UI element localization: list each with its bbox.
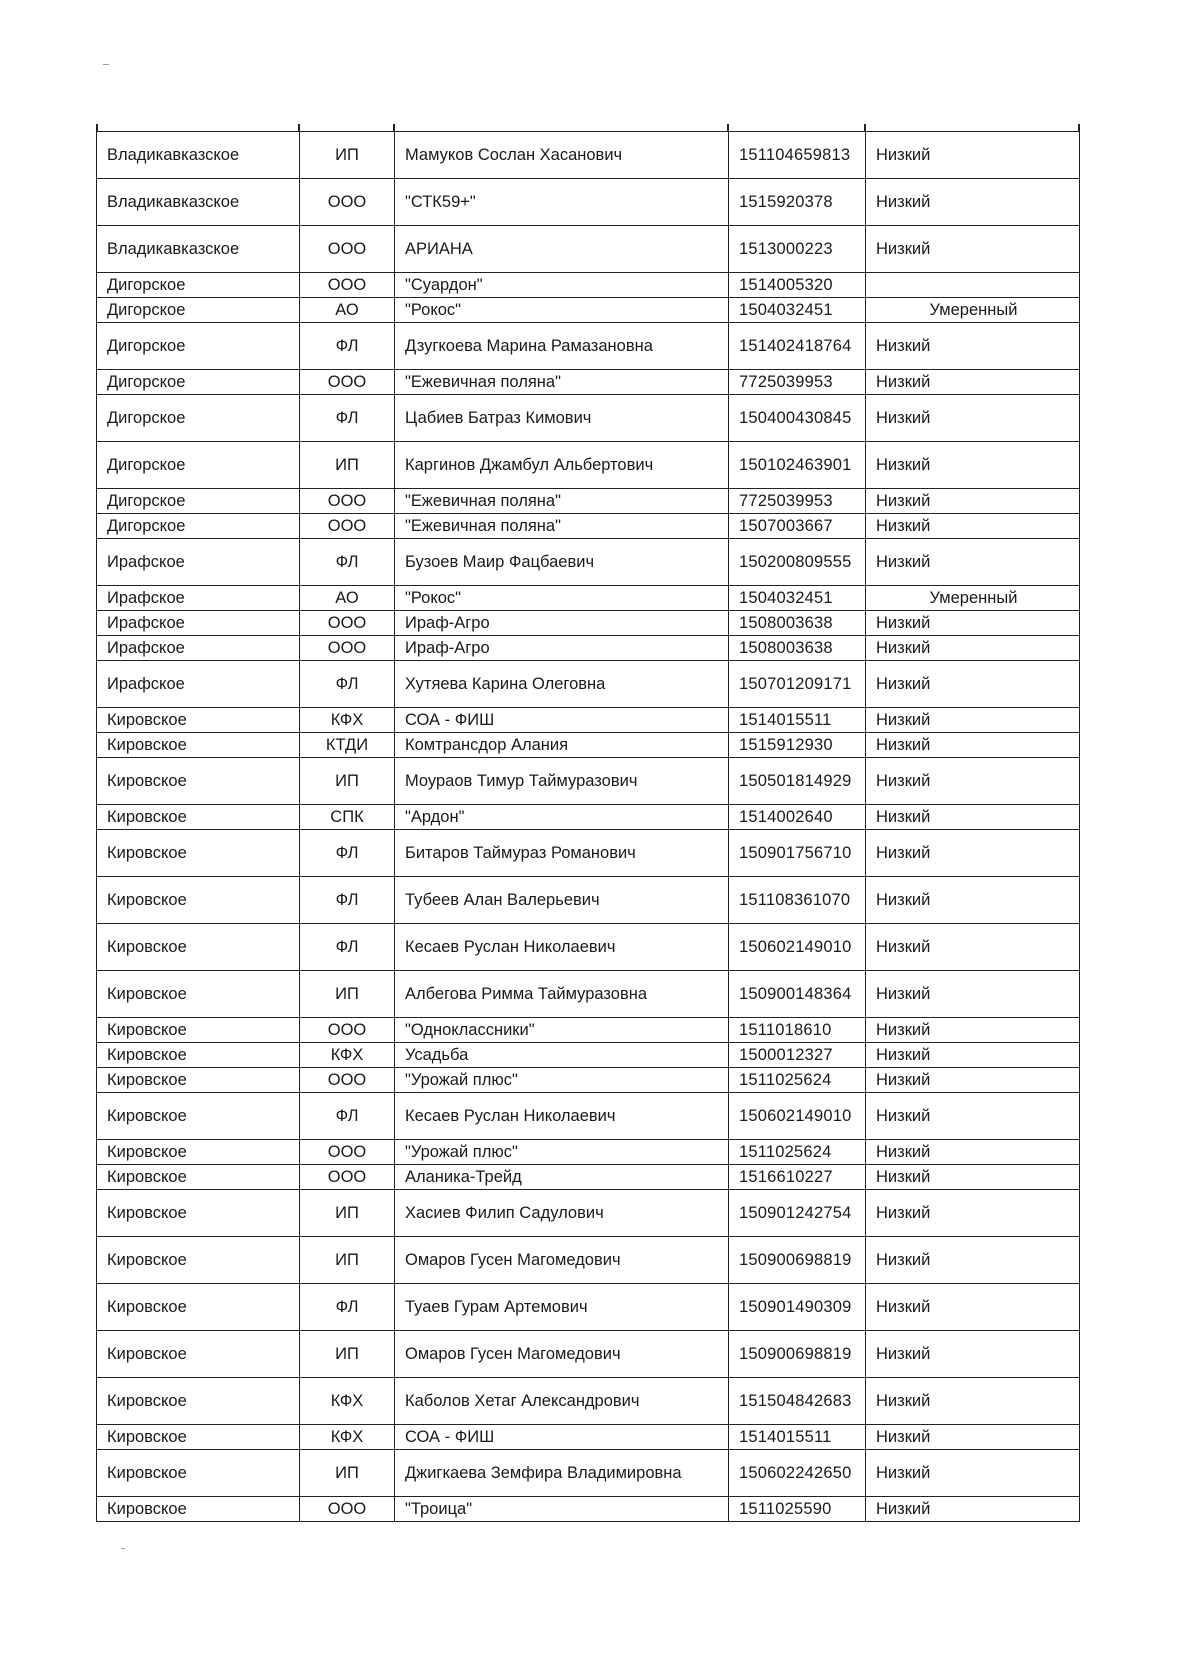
table-row — [97, 1093, 1080, 1140]
entity-type-cell: ООО — [300, 226, 395, 273]
inn-cell: 150400430845 — [729, 395, 866, 442]
organization-name-cell: "Ежевичная поляна" — [395, 370, 729, 395]
table-row — [97, 1018, 1080, 1043]
risk-level-cell: Низкий — [866, 1284, 1080, 1331]
table-row — [97, 298, 1080, 323]
settlement-cell: Кировское — [97, 1331, 300, 1378]
inn-cell: 151402418764 — [729, 323, 866, 370]
inn-cell: 151108361070 — [729, 877, 866, 924]
settlement-cell: Кировское — [97, 1284, 300, 1331]
table-row — [97, 1043, 1080, 1068]
settlement-cell: Владикавказское — [97, 226, 300, 273]
risk-level-cell: Низкий — [866, 758, 1080, 805]
organization-name-cell: Битаров Таймураз Романович — [395, 830, 729, 877]
settlement-cell: Дигорское — [97, 489, 300, 514]
scan-speck — [103, 64, 109, 65]
inn-cell: 1515920378 — [729, 179, 866, 226]
settlement-cell: Кировское — [97, 877, 300, 924]
organization-name-cell: Бузоев Маир Фацбаевич — [395, 539, 729, 586]
organization-name-cell: "Ежевичная поляна" — [395, 489, 729, 514]
table-row — [97, 708, 1080, 733]
settlement-cell: Кировское — [97, 1450, 300, 1497]
settlement-cell: Ирафское — [97, 539, 300, 586]
settlement-cell: Кировское — [97, 924, 300, 971]
table-row — [97, 226, 1080, 273]
organization-name-cell: Хутяева Карина Олеговна — [395, 661, 729, 708]
settlement-cell: Ирафское — [97, 661, 300, 708]
table-row — [97, 323, 1080, 370]
settlement-cell: Кировское — [97, 1068, 300, 1093]
risk-level-cell: Низкий — [866, 395, 1080, 442]
settlement-cell: Владикавказское — [97, 179, 300, 226]
registry-table — [96, 131, 1080, 1522]
organization-name-cell: "Урожай плюс" — [395, 1068, 729, 1093]
organization-name-cell: Ираф-Агро — [395, 636, 729, 661]
inn-cell: 1514002640 — [729, 805, 866, 830]
risk-level-cell: Низкий — [866, 1450, 1080, 1497]
risk-level-cell: Умеренный — [866, 298, 1080, 323]
entity-type-cell: ООО — [300, 611, 395, 636]
entity-type-cell: ФЛ — [300, 539, 395, 586]
inn-cell: 1504032451 — [729, 586, 866, 611]
table-row — [97, 1165, 1080, 1190]
organization-name-cell: Комтрансдор Алания — [395, 733, 729, 758]
table-row — [97, 805, 1080, 830]
inn-cell: 1511025624 — [729, 1068, 866, 1093]
organization-name-cell: Усадьба — [395, 1043, 729, 1068]
risk-level-cell: Низкий — [866, 1140, 1080, 1165]
scan-speck — [121, 1548, 125, 1549]
inn-cell: 150602242650 — [729, 1450, 866, 1497]
organization-name-cell: Мамуков Сослан Хасанович — [395, 132, 729, 179]
organization-name-cell: СОА - ФИШ — [395, 708, 729, 733]
risk-level-cell: Низкий — [866, 442, 1080, 489]
settlement-cell: Дигорское — [97, 395, 300, 442]
entity-type-cell: АО — [300, 586, 395, 611]
entity-type-cell: ООО — [300, 1018, 395, 1043]
organization-name-cell: Туаев Гурам Артемович — [395, 1284, 729, 1331]
entity-type-cell: СПК — [300, 805, 395, 830]
table-row — [97, 733, 1080, 758]
entity-type-cell: ИП — [300, 442, 395, 489]
entity-type-cell: ФЛ — [300, 395, 395, 442]
inn-cell: 1511025624 — [729, 1140, 866, 1165]
table-row — [97, 1237, 1080, 1284]
risk-level-cell: Умеренный — [866, 586, 1080, 611]
entity-type-cell: АО — [300, 298, 395, 323]
entity-type-cell: ФЛ — [300, 830, 395, 877]
entity-type-cell: ООО — [300, 636, 395, 661]
organization-name-cell: Аланика-Трейд — [395, 1165, 729, 1190]
organization-name-cell: Джигкаева Земфира Владимировна — [395, 1450, 729, 1497]
registry-table-body — [97, 132, 1080, 1522]
table-row — [97, 611, 1080, 636]
inn-cell: 1508003638 — [729, 636, 866, 661]
entity-type-cell: ФЛ — [300, 877, 395, 924]
organization-name-cell: "Суардон" — [395, 273, 729, 298]
risk-level-cell: Низкий — [866, 830, 1080, 877]
settlement-cell: Кировское — [97, 708, 300, 733]
inn-cell: 1511025590 — [729, 1497, 866, 1522]
entity-type-cell: ИП — [300, 971, 395, 1018]
table-row — [97, 1140, 1080, 1165]
risk-level-cell: Низкий — [866, 1425, 1080, 1450]
inn-cell: 1514015511 — [729, 708, 866, 733]
organization-name-cell: Омаров Гусен Магомедович — [395, 1331, 729, 1378]
entity-type-cell: ООО — [300, 273, 395, 298]
inn-cell: 1504032451 — [729, 298, 866, 323]
organization-name-cell: "Ежевичная поляна" — [395, 514, 729, 539]
table-row — [97, 586, 1080, 611]
table-row — [97, 1425, 1080, 1450]
organization-name-cell: Албегова Римма Таймуразовна — [395, 971, 729, 1018]
organization-name-cell: "СТК59+" — [395, 179, 729, 226]
table-row — [97, 971, 1080, 1018]
table-row — [97, 661, 1080, 708]
settlement-cell: Дигорское — [97, 514, 300, 539]
entity-type-cell: ООО — [300, 370, 395, 395]
organization-name-cell: Цабиев Батраз Кимович — [395, 395, 729, 442]
settlement-cell: Кировское — [97, 1018, 300, 1043]
risk-level-cell: Низкий — [866, 539, 1080, 586]
risk-level-cell: Низкий — [866, 1237, 1080, 1284]
inn-cell: 1515912930 — [729, 733, 866, 758]
risk-level-cell: Низкий — [866, 1043, 1080, 1068]
inn-cell: 150701209171 — [729, 661, 866, 708]
entity-type-cell: ФЛ — [300, 323, 395, 370]
entity-type-cell: КФХ — [300, 1043, 395, 1068]
inn-cell: 150900698819 — [729, 1331, 866, 1378]
organization-name-cell: Ираф-Агро — [395, 611, 729, 636]
inn-cell: 1507003667 — [729, 514, 866, 539]
entity-type-cell: ООО — [300, 1497, 395, 1522]
settlement-cell: Кировское — [97, 1497, 300, 1522]
risk-level-cell: Низкий — [866, 1190, 1080, 1237]
entity-type-cell: КФХ — [300, 1378, 395, 1425]
table-row — [97, 877, 1080, 924]
settlement-cell: Кировское — [97, 1043, 300, 1068]
risk-level-cell: Низкий — [866, 805, 1080, 830]
table-row — [97, 273, 1080, 298]
inn-cell: 150602149010 — [729, 1093, 866, 1140]
settlement-cell: Дигорское — [97, 442, 300, 489]
entity-type-cell: ИП — [300, 1237, 395, 1284]
settlement-cell: Дигорское — [97, 298, 300, 323]
risk-level-cell: Низкий — [866, 179, 1080, 226]
table-row — [97, 1497, 1080, 1522]
organization-name-cell: "Ардон" — [395, 805, 729, 830]
settlement-cell: Ирафское — [97, 636, 300, 661]
inn-cell: 151104659813 — [729, 132, 866, 179]
table-row — [97, 924, 1080, 971]
table-row — [97, 489, 1080, 514]
organization-name-cell: "Троица" — [395, 1497, 729, 1522]
table-row — [97, 1378, 1080, 1425]
table-row — [97, 370, 1080, 395]
risk-level-cell: Низкий — [866, 1093, 1080, 1140]
organization-name-cell: Кесаев Руслан Николаевич — [395, 924, 729, 971]
table-row — [97, 830, 1080, 877]
inn-cell: 7725039953 — [729, 489, 866, 514]
table-row — [97, 1190, 1080, 1237]
entity-type-cell: ИП — [300, 758, 395, 805]
risk-level-cell: Низкий — [866, 971, 1080, 1018]
table-row — [97, 395, 1080, 442]
inn-cell: 1514005320 — [729, 273, 866, 298]
entity-type-cell: ФЛ — [300, 1093, 395, 1140]
inn-cell: 150900148364 — [729, 971, 866, 1018]
entity-type-cell: ООО — [300, 489, 395, 514]
risk-level-cell: Низкий — [866, 877, 1080, 924]
inn-cell: 150102463901 — [729, 442, 866, 489]
risk-level-cell: Низкий — [866, 226, 1080, 273]
entity-type-cell: ООО — [300, 514, 395, 539]
entity-type-cell: ИП — [300, 1190, 395, 1237]
risk-level-cell: Низкий — [866, 323, 1080, 370]
settlement-cell: Ирафское — [97, 611, 300, 636]
entity-type-cell: ИП — [300, 1450, 395, 1497]
inn-cell: 1516610227 — [729, 1165, 866, 1190]
organization-name-cell: Каргинов Джамбул Альбертович — [395, 442, 729, 489]
table-row — [97, 1068, 1080, 1093]
organization-name-cell: СОА - ФИШ — [395, 1425, 729, 1450]
inn-cell: 151504842683 — [729, 1378, 866, 1425]
entity-type-cell: КФХ — [300, 1425, 395, 1450]
entity-type-cell: ФЛ — [300, 1284, 395, 1331]
organization-name-cell: "Урожай плюс" — [395, 1140, 729, 1165]
organization-name-cell: "Рокос" — [395, 586, 729, 611]
inn-cell: 150501814929 — [729, 758, 866, 805]
settlement-cell: Кировское — [97, 971, 300, 1018]
organization-name-cell: Хасиев Филип Садулович — [395, 1190, 729, 1237]
risk-level-cell: Низкий — [866, 1497, 1080, 1522]
settlement-cell: Кировское — [97, 1425, 300, 1450]
settlement-cell: Кировское — [97, 1237, 300, 1284]
risk-level-cell: Низкий — [866, 708, 1080, 733]
inn-cell: 150900698819 — [729, 1237, 866, 1284]
risk-level-cell: Низкий — [866, 924, 1080, 971]
table-row — [97, 132, 1080, 179]
risk-level-cell: Низкий — [866, 370, 1080, 395]
entity-type-cell: ООО — [300, 1140, 395, 1165]
risk-level-cell: Низкий — [866, 1018, 1080, 1043]
table-row — [97, 179, 1080, 226]
settlement-cell: Ирафское — [97, 586, 300, 611]
entity-type-cell: ИП — [300, 1331, 395, 1378]
organization-name-cell: Тубеев Алан Валерьевич — [395, 877, 729, 924]
inn-cell: 150901756710 — [729, 830, 866, 877]
risk-level-cell: Низкий — [866, 1378, 1080, 1425]
table-row — [97, 1284, 1080, 1331]
risk-level-cell: Низкий — [866, 733, 1080, 758]
risk-level-cell: Низкий — [866, 636, 1080, 661]
table-row — [97, 636, 1080, 661]
inn-cell: 1514015511 — [729, 1425, 866, 1450]
organization-name-cell: Омаров Гусен Магомедович — [395, 1237, 729, 1284]
entity-type-cell: КТДИ — [300, 733, 395, 758]
table-row — [97, 539, 1080, 586]
table-row — [97, 442, 1080, 489]
organization-name-cell: Каболов Хетаг Александрович — [395, 1378, 729, 1425]
settlement-cell: Кировское — [97, 1190, 300, 1237]
table-row — [97, 514, 1080, 539]
risk-level-cell: Низкий — [866, 1165, 1080, 1190]
settlement-cell: Кировское — [97, 758, 300, 805]
risk-level-cell: Низкий — [866, 611, 1080, 636]
entity-type-cell: ФЛ — [300, 661, 395, 708]
organization-name-cell: Кесаев Руслан Николаевич — [395, 1093, 729, 1140]
inn-cell: 1513000223 — [729, 226, 866, 273]
organization-name-cell: Дзугкоева Марина Рамазановна — [395, 323, 729, 370]
risk-level-cell: Низкий — [866, 1331, 1080, 1378]
settlement-cell: Владикавказское — [97, 132, 300, 179]
inn-cell: 150901490309 — [729, 1284, 866, 1331]
organization-name-cell: АРИАНА — [395, 226, 729, 273]
inn-cell: 1508003638 — [729, 611, 866, 636]
inn-cell: 150901242754 — [729, 1190, 866, 1237]
settlement-cell: Кировское — [97, 805, 300, 830]
entity-type-cell: ИП — [300, 132, 395, 179]
table-row — [97, 758, 1080, 805]
risk-level-cell: Низкий — [866, 1068, 1080, 1093]
entity-type-cell: КФХ — [300, 708, 395, 733]
inn-cell: 7725039953 — [729, 370, 866, 395]
inn-cell: 1500012327 — [729, 1043, 866, 1068]
settlement-cell: Кировское — [97, 1378, 300, 1425]
risk-level-cell: Низкий — [866, 661, 1080, 708]
table-row — [97, 1331, 1080, 1378]
table-row — [97, 1450, 1080, 1497]
settlement-cell: Кировское — [97, 1093, 300, 1140]
entity-type-cell: ФЛ — [300, 924, 395, 971]
risk-level-cell — [866, 273, 1080, 298]
organization-name-cell: "Одноклассники" — [395, 1018, 729, 1043]
organization-name-cell: "Рокос" — [395, 298, 729, 323]
inn-cell: 150200809555 — [729, 539, 866, 586]
risk-level-cell: Низкий — [866, 489, 1080, 514]
settlement-cell: Дигорское — [97, 273, 300, 298]
settlement-cell: Дигорское — [97, 370, 300, 395]
risk-level-cell: Низкий — [866, 132, 1080, 179]
settlement-cell: Дигорское — [97, 323, 300, 370]
organization-name-cell: Моураов Тимур Таймуразович — [395, 758, 729, 805]
inn-cell: 150602149010 — [729, 924, 866, 971]
settlement-cell: Кировское — [97, 1140, 300, 1165]
entity-type-cell: ООО — [300, 1165, 395, 1190]
settlement-cell: Кировское — [97, 830, 300, 877]
settlement-cell: Кировское — [97, 733, 300, 758]
risk-level-cell: Низкий — [866, 514, 1080, 539]
settlement-cell: Кировское — [97, 1165, 300, 1190]
entity-type-cell: ООО — [300, 1068, 395, 1093]
entity-type-cell: ООО — [300, 179, 395, 226]
inn-cell: 1511018610 — [729, 1018, 866, 1043]
